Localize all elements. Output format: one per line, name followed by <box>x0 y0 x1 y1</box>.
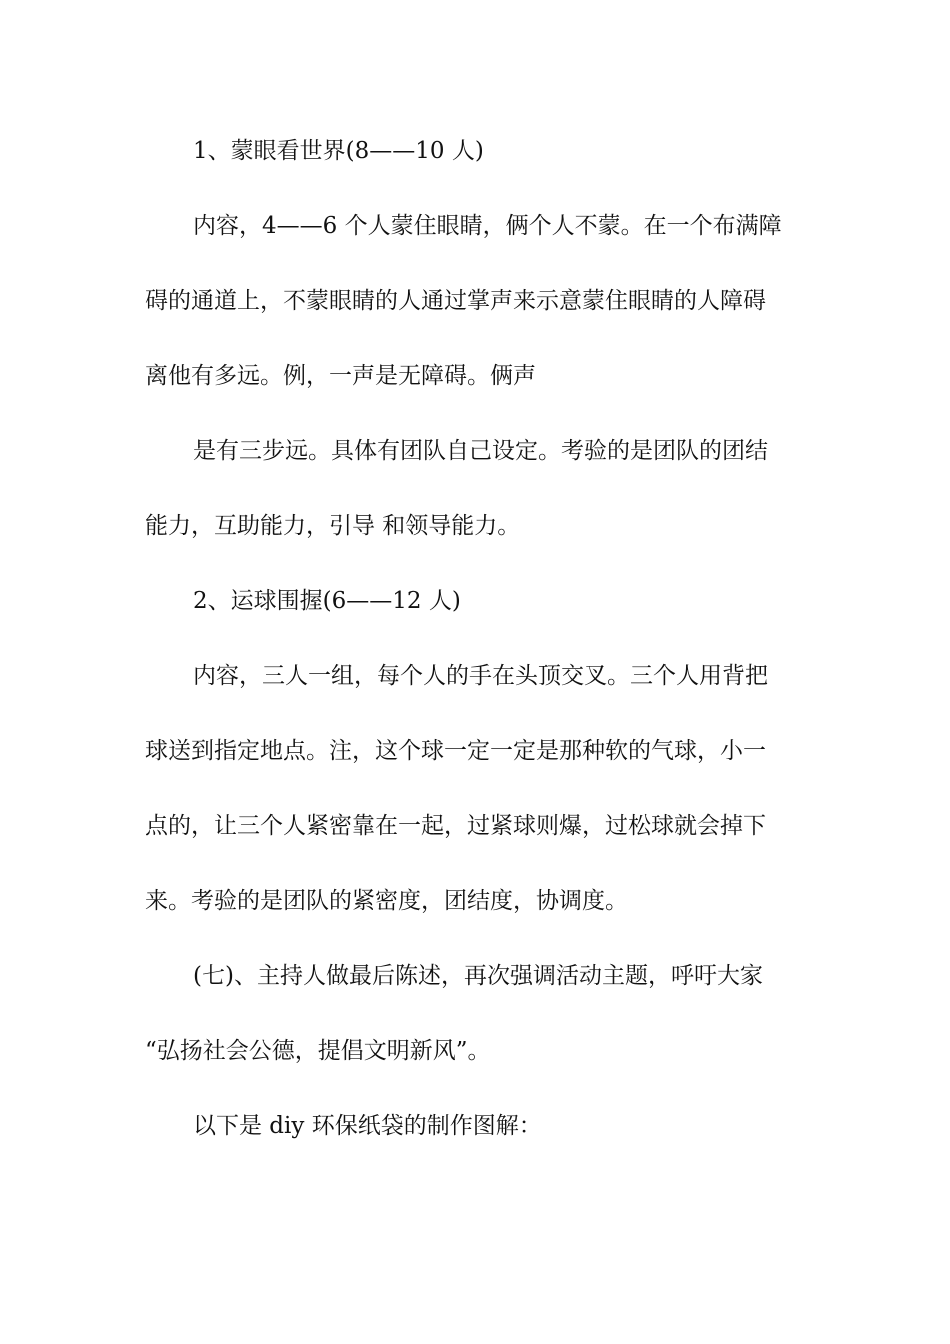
paragraph-line: 点的，让三个人紧密靠在一起，过紧球则爆，过松球就会掉下 <box>145 813 766 839</box>
heading-blindfold-game: 1、蒙眼看世界(8——10 人) <box>193 138 484 164</box>
paragraph-line: 是有三步远。具体有团队自己设定。考验的是团队的团结 <box>193 438 768 464</box>
heading-ball-carry-game: 2、运球围握(6——12 人) <box>193 588 461 614</box>
paragraph-line: 以下是 diy 环保纸袋的制作图解： <box>193 1113 542 1139</box>
paragraph-line: 来。考验的是团队的紧密度，团结度，协调度。 <box>145 888 628 914</box>
paragraph-line: 能力，互助能力，引导 和领导能力。 <box>145 513 521 539</box>
paragraph-line: 球送到指定地点。注，这个球一定一定是那种软的气球，小一 <box>145 738 766 764</box>
paragraph-line: 离他有多远。例，一声是无障碍。俩声 <box>145 363 536 389</box>
paragraph-line: “弘扬社会公德，提倡文明新风”。 <box>145 1038 491 1064</box>
paragraph-line: (七)、主持人做最后陈述，再次强调活动主题，呼吁大家 <box>193 963 763 989</box>
paragraph-line: 内容，三人一组，每个人的手在头顶交叉。三个人用背把 <box>193 663 768 689</box>
paragraph-line: 碍的通道上，不蒙眼睛的人通过掌声来示意蒙住眼睛的人障碍 <box>145 288 766 314</box>
paragraph-line: 内容，4——6 个人蒙住眼睛，俩个人不蒙。在一个布满障 <box>193 213 782 239</box>
